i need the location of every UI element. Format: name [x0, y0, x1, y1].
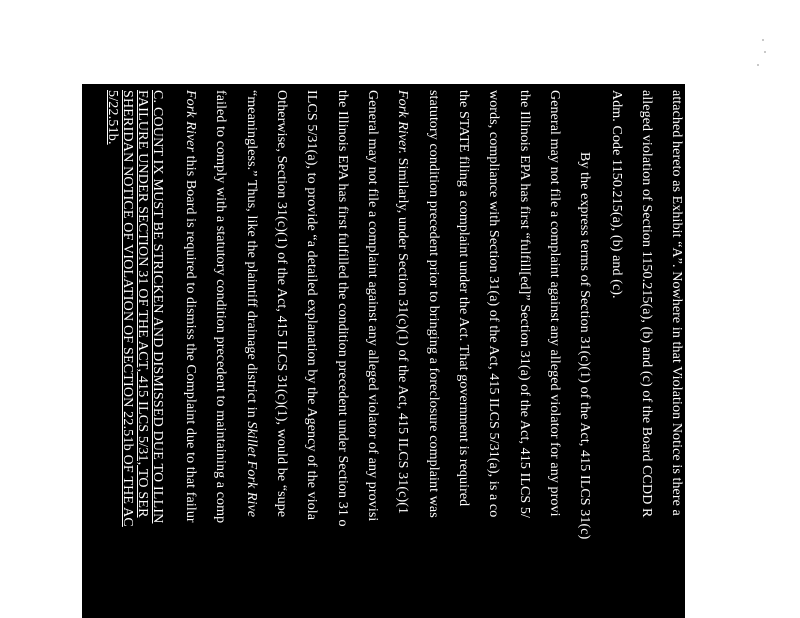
text-line: By the express terms of Section 31(c)(1) of the Act, 415 ILCS 31(c)	[577, 152, 592, 540]
text-line: Otherwise, Section 31(c)(1) of the Act, 415 ILCS 31(c)(1), would be “supe	[274, 90, 289, 518]
text-line: Fork River this Board is required to dismiss the Complaint due to that failur	[183, 90, 198, 523]
scan-speck	[764, 51, 766, 53]
text-line: statutory condition precedent prior to bringing a foreclosure complaint was	[426, 90, 441, 518]
text-line: General may not file a complaint against any alleged violator for any provi	[547, 90, 562, 517]
rotated-text-block	[85, 84, 685, 618]
text-line: alleged violation of Section 1150.215(a), (b) and (c) of the Board CCDD R	[639, 90, 654, 518]
section-heading-line: C. COUNT IX MUST BE STRICKEN AND DISMISSED DUE TO ILLIN	[150, 90, 165, 524]
text-line: failed to comply with a statutory condition precedent to maintaining a comp	[213, 90, 228, 524]
inverted-page-band	[82, 84, 685, 618]
text-line: the Illinois EPA has first “fulfill[ed]” Section 31(a) of the Act, 415 ILCS 5/	[517, 90, 532, 518]
text-line: Adm. Code 1150.215(a), (b) and (c).	[609, 90, 624, 299]
text-line: words, compliance with Section 31(a) of the Act, 415 ILCS 5/31(a), is a co	[486, 90, 501, 518]
text-line: “meaningless.” Thus, like the plaintiff drainage district in Skillet Fork Rive	[244, 90, 259, 518]
scan-speck	[757, 64, 759, 66]
text-line: ILCS 5/31(a), to provide “a detailed explanation by the Agency of the viola	[304, 90, 319, 521]
section-heading-line: 5/22.51b.	[105, 90, 120, 145]
text-line: attached hereto as Exhibit “A”. Nowhere in that Violation Notice is there a	[669, 90, 684, 516]
text-line: the Illinois EPA has first fulfilled the condition precedent under Section 31 o	[335, 90, 350, 527]
text-line: General may not file a complaint against any alleged violator of any provisi	[365, 90, 380, 522]
text-line: Fork River. Similarly, under Section 31(c)(1) of the Act, 415 ILCS 31(c)(1	[395, 90, 410, 515]
section-heading-line: FAILURE UNDER SECTION 31 OF THE ACT, 415 ILCS 5/31, TO SER	[135, 90, 150, 518]
section-heading-line: SHERIDAN NOTICE OF VIOLATION OF SECTION 22.51b OF THE AC	[120, 90, 135, 527]
text-line: the STATE filing a complaint under the Act. That government is required	[456, 90, 471, 507]
scan-speck	[762, 39, 764, 41]
